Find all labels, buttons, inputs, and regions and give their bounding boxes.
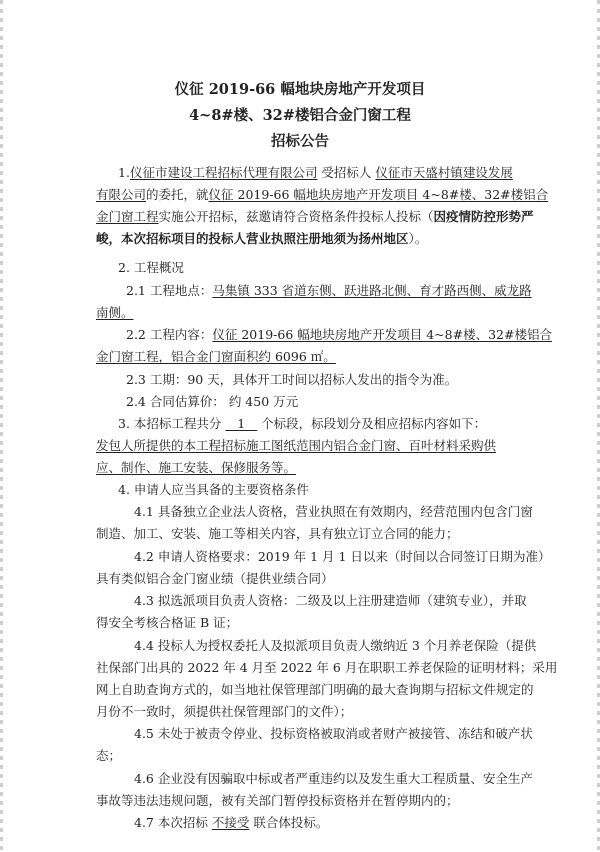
s4-5-cont: 态； xyxy=(96,748,122,763)
s2-content-cont: 金门窗工程，铝合金门窗面积约 6096 ㎡。 xyxy=(96,349,336,364)
s4-4-cont-3: 月份不一致时，须提供社保管理部门的文件）； xyxy=(96,704,353,719)
s2-content: 2.2 工程内容：仪征 2019-66 幅地块房地产开发项目 4~8#楼、32#楼铝合 xyxy=(126,327,552,342)
section-count: 1 xyxy=(225,416,258,431)
s1-line-2: 有限公司的委托，就仪征 2019-66 幅地块房地产开发项目 4~8#楼、32#楼铝合 xyxy=(96,187,549,202)
s4-3-cont: 得安全考核合格证 B 证； xyxy=(96,615,239,630)
s2-location: 2.1 工程地点：马集镇 333 省道东侧、跃进路北侧、育才路西侧、威龙路 xyxy=(126,283,532,298)
title-line-1: 仪征 2019-66 幅地块房地产开发项目 xyxy=(174,81,426,98)
s4-4-cont-1: 社保部门出具的 2022 年 4 月至 2022 年 6 月在职职工养老保险的证明材料；采用 xyxy=(96,660,558,675)
s4-7: 4.7 本次招标 不接受 联合体投标。 xyxy=(134,815,329,830)
s3-line-1: 3. 本招标工程共分 1 个标段，标段划分及相应招标内容如下： xyxy=(118,416,487,431)
agent-name: 仪征市建设工程招标代理有限公司 xyxy=(129,165,318,180)
s4-6-cont: 事故等违法违规问题，被有关部门暂停投标资格并在暂停期内的； xyxy=(96,793,459,808)
consortium-status: 不接受 xyxy=(211,815,250,830)
s4-3: 4.3 拟选派项目负责人资格：二级及以上注册建造师（建筑专业），并取 xyxy=(134,593,527,608)
s1-line-4: 峻，本次招标项目的投标人营业执照注册地须为扬州地区）。 xyxy=(96,231,428,246)
project-name: 仪征 2019-66 幅地块房地产开发项目 4~8#楼、32#楼铝合 xyxy=(208,187,549,202)
s1-num: 1. xyxy=(118,165,130,180)
s2-location-cont: 南侧。 xyxy=(96,305,134,320)
s4-heading: 4. 申请人应当具备的主要资格条件 xyxy=(118,482,309,497)
epidemic-note-cont: 峻，本次招标项目的投标人营业执照注册地须为扬州地区 xyxy=(96,231,409,246)
s3-scope-cont: 应、制作、施工安装、保修服务等。 xyxy=(96,460,297,475)
s4-4-cont-2: 网上自助查询方式的，如当地社保管理部门明确的最大查询期与招标文件规定的 xyxy=(96,682,534,697)
s2-period: 2.3 工期：90 天，具体开工时间以招标人发出的指令为准。 xyxy=(126,372,458,387)
title-line-2: 4~8#楼、32#楼铝合金门窗工程 xyxy=(189,107,411,124)
s4-4: 4.4 投标人为授权委托人及拟派项目负责人缴纳近 3 个月养老保险（提供 xyxy=(134,638,537,653)
s4-1: 4.1 具备独立企业法人资格，营业执照在有效期内，经营范围内包含门窗 xyxy=(134,504,533,519)
s3-scope: 发包人所提供的本工程招标施工图纸范围内铝合金门窗、百叶材料采购供 xyxy=(96,438,497,453)
s4-2: 4.2 申请人资格要求：2019 年 1 月 1 日以来（时间以合同签订日期为准） xyxy=(134,549,551,564)
s4-6: 4.6 企业没有因骗取中标或者严重违约以及发生重大工程质量、安全生产 xyxy=(134,771,533,786)
project-name-cont: 金门窗工程 xyxy=(96,209,159,224)
s1-line-1: 1.仪征市建设工程招标代理有限公司 受招标人 仪征市天盛村镇建设发展 xyxy=(118,165,513,180)
s2-heading: 2. 工程概况 xyxy=(118,260,184,275)
epidemic-note: 因疫情防控形势严 xyxy=(433,209,534,224)
s2-price: 2.4 合同估算价： 约 450 万元 xyxy=(126,394,299,409)
s4-1-cont: 制造、加工、安装、施工等相关内容，具有独立订立合同的能力； xyxy=(96,526,459,541)
s1-line-3: 金门窗工程实施公开招标，兹邀请符合资格条件投标人投标（因疫情防控形势严 xyxy=(96,209,534,224)
title-line-3: 招标公告 xyxy=(271,133,329,150)
owner-name-cont: 有限公司 xyxy=(96,187,147,202)
s4-2-cont: 具有类似铝合金门窗业绩（提供业绩合同） xyxy=(96,571,334,586)
s4-5: 4.5 未处于被责令停业、投标资格被取消或者财产被接管、冻结和破产状 xyxy=(134,726,533,741)
location-value: 马集镇 333 省道东侧、跃进路北侧、育才路西侧、威龙路 xyxy=(212,283,532,298)
owner-name: 仪征市天盛村镇建设发展 xyxy=(375,165,513,180)
content-value: 仪征 2019-66 幅地块房地产开发项目 4~8#楼、32#楼铝合 xyxy=(212,327,552,342)
